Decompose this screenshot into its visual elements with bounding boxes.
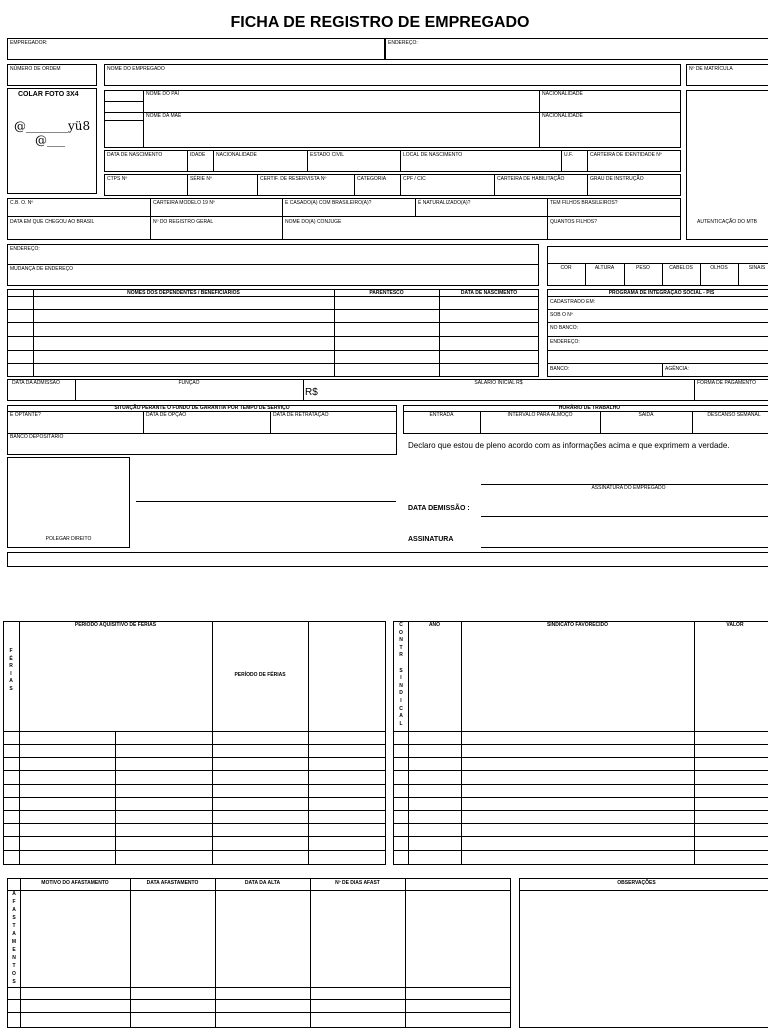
signature-label: ASSINATURA <box>408 536 454 543</box>
discharge-date-header: DATA DA ALTA <box>244 880 281 886</box>
employee-name-field[interactable] <box>104 64 681 86</box>
married-to-brazilian-label: E CASADO(A) COM BRASILEIRO(A)? <box>285 200 372 206</box>
fgts-block <box>7 405 397 455</box>
employer-field[interactable] <box>7 38 385 60</box>
address-block <box>7 244 539 286</box>
photo-label: COLAR FOTO 3X4 <box>18 91 79 98</box>
order-number-label: NÚMERO DE ORDEM <box>10 66 61 72</box>
dependents-names-header: NOMES DOS DEPENDENTES / BENEFICIÁRIOS <box>127 290 240 296</box>
naturalized-label: É NATURALIZADO(A)? <box>418 200 471 206</box>
scribble-2: @___ <box>35 133 65 147</box>
series-label: SÉRIE Nº <box>190 176 212 182</box>
registration-number-label: Nº DE MATRÍCULA <box>689 66 733 72</box>
birth-date-label: DATA DE NASCIMENTO <box>107 152 163 158</box>
fgts-option-date-label: DATA DE OPÇÃO <box>146 412 187 418</box>
marks-label: SINAIS <box>748 265 766 271</box>
depository-bank-label: BANCO DEPOSITÁRIO <box>10 434 64 440</box>
leave-table <box>7 878 511 1028</box>
state-label: U.F. <box>564 152 573 158</box>
exit-label: SAÍDA <box>638 412 654 418</box>
marital-status-label: ESTADO CIVIL <box>310 152 345 158</box>
observations-header: OBSERVAÇÕES <box>617 880 656 886</box>
fgts-optant-label: E OPTANTE? <box>10 412 41 418</box>
ctps-label: CTPS Nº <box>107 176 128 182</box>
height-label: ALTURA <box>594 265 615 271</box>
entry-label: ENTRADA <box>429 412 454 418</box>
mtb-authentication-box <box>686 90 768 240</box>
vacation-period-header: PERÍODO DE FÉRIAS <box>234 672 286 678</box>
card-model-19-label: CARTEIRA MODELO 19 Nº <box>153 200 215 206</box>
nationality-label: NACIONALIDADE <box>216 152 257 158</box>
employer-label: EMPREGADOR: <box>10 40 48 46</box>
home-address-label: ENDEREÇO: <box>10 246 40 252</box>
vacation-side-label: F É R I A S <box>9 648 13 692</box>
eyes-label: OLHOS <box>710 265 728 271</box>
leave-date-header: DATA AFASTAMENTO <box>146 880 199 886</box>
work-schedule-header: HORÁRIO DE TRABALHO <box>558 405 621 411</box>
color-label: COR <box>560 265 572 271</box>
children-count-label: QUANTOS FILHOS? <box>550 219 597 225</box>
agency-label: AGÊNCIA: <box>665 366 689 372</box>
employee-signature-label: ASSINATURA DO EMPREGADO <box>591 485 666 491</box>
acquisition-period-header: PERÍODO AQUISITIVO DE FÉRIAS <box>74 622 157 628</box>
scribble-1: @_______yü8 <box>14 119 91 133</box>
leave-reason-header: MOTIVO DO AFASTAMENTO <box>41 880 109 886</box>
union-side-label: C O N T R S I N D I C A L <box>399 622 403 727</box>
spouse-name-label: NOME DO(A) CONJUGE <box>285 219 342 225</box>
father-nationality-label: NACIONALIDADE <box>542 91 583 97</box>
bank-label: BANCO: <box>550 366 570 372</box>
dismissal-date-label: DATA DEMISSÃO : <box>408 505 470 512</box>
pis-registered-label: CADASTRADO EM: <box>550 299 596 305</box>
pis-header: PROGRAMA DE INTEGRAÇÃO SOCIAL - PIS <box>608 290 715 296</box>
union-contribution-table <box>393 621 768 865</box>
identity-card-label: CARTEIRA DE IDENTIDADE Nº <box>590 152 662 158</box>
reservist-label: CERTIF. DE RESERVISTA Nº <box>260 176 327 182</box>
hair-label: CABELOS <box>669 265 693 271</box>
year-header: ANO <box>428 622 441 628</box>
address-change-label: MUDANÇA DE ENDEREÇO <box>10 266 74 272</box>
mother-nationality-label: NACIONALIDADE <box>542 113 583 119</box>
father-name-label: NOME DO PAI <box>146 91 179 97</box>
parents-block <box>104 90 681 148</box>
pis-bank-label: NO BANCO: <box>550 325 579 331</box>
weight-label: PESO <box>636 265 650 271</box>
birthplace-label: LOCAL DE NASCIMENTO <box>403 152 463 158</box>
bottom-strip <box>7 552 768 567</box>
leave-side-label: A F A S T A M E N T O S <box>11 891 17 985</box>
union-header: SINDICATO FAVORECIDO <box>546 622 609 628</box>
lunch-break-label: INTERVALO PARA ALMOÇO <box>507 412 573 418</box>
kinship-header: PARENTESCO <box>369 290 404 296</box>
thumbprint-label: POLEGAR DIREITO <box>45 536 92 542</box>
currency-label: R$ <box>305 387 318 398</box>
admission-date-label: DATA DA ADMISSÃO <box>12 380 60 386</box>
category-label: CATEGORIA <box>357 176 387 182</box>
thumbprint-box <box>7 457 130 548</box>
arrival-date-label: DATA EM QUE CHEGOU AO BRASIL <box>10 219 95 225</box>
pis-number-label: SOB O Nº <box>550 312 573 318</box>
weekly-rest-label: DESCANSO SEMANAL <box>707 412 761 418</box>
address-field[interactable] <box>385 38 768 60</box>
fgts-retraction-date-label: DATA DE RETRATAÇÃO <box>273 412 329 418</box>
value-header: VALOR <box>726 622 744 628</box>
initial-salary-label: SALÁRIO INICIAL R$ <box>474 380 523 386</box>
mtb-authentication-label: AUTENTICAÇÃO DO MTB <box>697 219 758 225</box>
cpf-label: CPF / CIC <box>403 176 426 182</box>
pis-address-label: ENDEREÇO: <box>550 339 580 345</box>
address-label: ENDEREÇO: <box>388 40 418 46</box>
general-registry-label: Nº DO REGISTRO GERAL <box>153 219 214 225</box>
age-label: IDADE <box>190 152 206 158</box>
cbo-label: C.B. O. Nº <box>10 200 34 206</box>
mother-name-label: NOME DA MÃE <box>146 113 182 119</box>
dependent-birth-header: DATA DE NASCIMENTO <box>460 290 518 296</box>
brazilian-children-label: TEM FILHOS BRASILEIROS? <box>550 200 618 206</box>
fgts-header: SITUAÇÃO PERANTE O FUNDO DE GARANTIA POR TEMPO DE SERVIÇO <box>114 405 290 411</box>
education-label: GRAU DE INSTRUÇÃO <box>590 176 644 182</box>
function-label: FUNÇÃO <box>178 380 200 386</box>
signature-line <box>136 501 396 502</box>
signature-field-line <box>481 547 768 548</box>
drivers-license-label: CARTEIRA DE HABILITAÇÃO <box>497 176 565 182</box>
observations-box[interactable] <box>519 878 768 1028</box>
employee-name-label: NOME DO EMPREGADO <box>107 66 165 72</box>
dismissal-date-line <box>481 516 768 517</box>
payment-form-label: FORMA DE PAGAMENTO <box>697 380 756 386</box>
leave-days-header: Nº DE DIAS AFAST <box>335 880 380 886</box>
vacation-table <box>3 621 386 865</box>
declaration-text: Declaro que estou de pleno acordo com as informações acima e que exprimem a verdade. <box>408 441 730 450</box>
page-title: FICHA DE REGISTRO DE EMPREGADO <box>230 14 530 31</box>
